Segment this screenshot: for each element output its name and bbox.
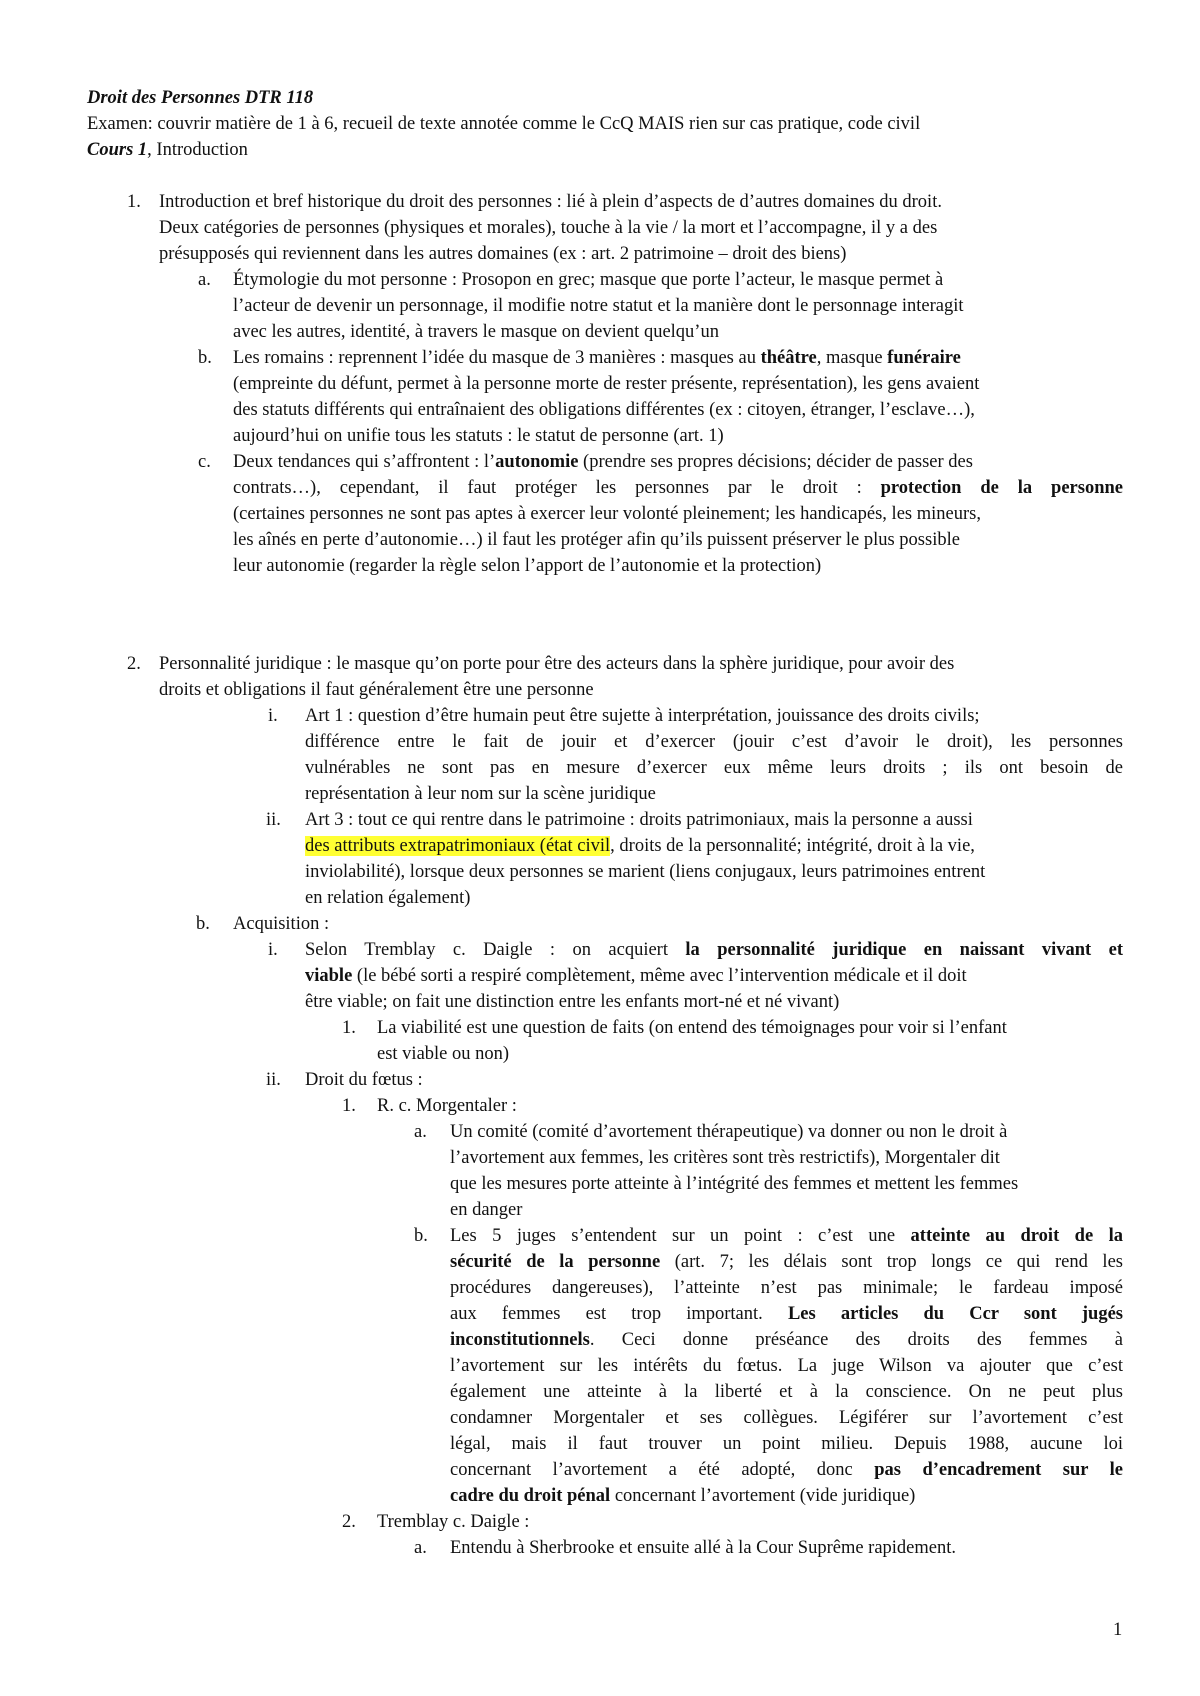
- acquisition-ii-marker: ii.: [266, 1070, 281, 1090]
- section2-ii-line: inviolabilité), lorsque deux personnes se marient (liens conjugaux, leurs patrimoines entrent: [305, 862, 986, 882]
- section2-i-line: Art 1 : question d’être humain peut être sujette à interprétation, jouissance des droits civils;: [305, 706, 980, 726]
- morgentaler-a-line: Un comité (comité d’avortement thérapeutique) va donner ou non le droit à: [450, 1122, 1008, 1142]
- course-rest: , Introduction: [147, 140, 248, 160]
- section2-i-line: vulnérables ne sont pas en mesure d’exercer eux même leurs droits ; ils ont besoin de: [305, 758, 1123, 778]
- tremblay-marker: 2.: [342, 1512, 356, 1532]
- section2-marker: 2.: [127, 654, 141, 674]
- morgentaler-b-line: légal, mais il faut trouver un point milieu. Depuis 1988, aucune loi: [450, 1434, 1123, 1454]
- section1-item-b-line: (empreinte du défunt, permet à la personne morte de rester présente, représentation), les gens avaient: [233, 374, 980, 394]
- acquisition-label: Acquisition :: [233, 914, 330, 934]
- section1-item-a-marker: a.: [198, 270, 211, 290]
- morgentaler-a-line: en danger: [450, 1200, 523, 1220]
- section2-line: Personnalité juridique : le masque qu’on porte pour être des acteurs dans la sphère juridique, pour avoir des: [159, 654, 955, 674]
- section1-item-c-line: (certaines personnes ne sont pas aptes à exercer leur volonté pleinement; les handicapés, les mineurs,: [233, 504, 981, 524]
- morgentaler-b-line: inconstitutionnels. Ceci donne préséance des droits des femmes à: [450, 1330, 1123, 1350]
- section2-ii-line: en relation également): [305, 888, 471, 908]
- viability-marker: 1.: [342, 1018, 356, 1038]
- section1-item-b-line: aujourd’hui on unifie tous les statuts : le statut de personne (art. 1): [233, 426, 724, 446]
- section1-item-b-marker: b.: [198, 348, 212, 368]
- section1-item-c-marker: c.: [198, 452, 211, 472]
- document-title: Droit des Personnes DTR 118: [87, 88, 314, 108]
- morgentaler-b-line: aux femmes est trop important. Les articles du Ccr sont jugés: [450, 1304, 1123, 1324]
- section1-item-b-line: des statuts différents qui entraînaient des obligations différentes (ex : citoyen, étranger, l’esclave…),: [233, 400, 975, 420]
- morgentaler-b-line: condamner Morgentaler et ses collègues. Légiférer sur l’avortement c’est: [450, 1408, 1123, 1428]
- exam-line: Examen: couvrir matière de 1 à 6, recueil de texte annotée comme le CcQ MAIS rien sur cas pratique, code civil: [87, 114, 921, 134]
- section2-ii-line: des attributs extrapatrimoniaux (état civil, droits de la personnalité; intégrité, droit à la vie,: [305, 836, 975, 856]
- acquisition-marker: b.: [196, 914, 210, 934]
- section2-i-marker: i.: [268, 706, 278, 726]
- section1-line: Deux catégories de personnes (physiques et morales), touche à la vie / la mort et l’accompagne, il y a des: [159, 218, 938, 238]
- tremblay-a-line: Entendu à Sherbrooke et ensuite allé à la Cour Suprême rapidement.: [450, 1538, 957, 1558]
- acquisition-i-line: Selon Tremblay c. Daigle : on acquiert la personnalité juridique en naissant vivant et: [305, 940, 1123, 960]
- morgentaler-marker: 1.: [342, 1096, 356, 1116]
- acquisition-i-marker: i.: [268, 940, 278, 960]
- acquisition-i-line: viable (le bébé sorti a respiré complètement, même avec l’intervention médicale et il doit: [305, 966, 967, 986]
- section1-line: Introduction et bref historique du droit des personnes : lié à plein d’aspects de d’autres domaines du droit.: [159, 192, 942, 212]
- section2-i-line: différence entre le fait de jouir et d’exercer (jouir c’est d’avoir le droit), les personnes: [305, 732, 1123, 752]
- morgentaler-a-line: que les mesures porte atteinte à l’intégrité des femmes et mettent les femmes: [450, 1174, 1019, 1194]
- section1-line: présupposés qui reviennent dans les autres domaines (ex : art. 2 patrimoine – droit des biens): [159, 244, 847, 264]
- fetus-rights-label: Droit du fœtus :: [305, 1070, 423, 1090]
- section2-ii-line: Art 3 : tout ce qui rentre dans le patrimoine : droits patrimoniaux, mais la personne a aussi: [305, 810, 973, 830]
- section1-item-c-line: les aînés en perte d’autonomie…) il faut les protéger afin qu’ils puissent préserver le plus possible: [233, 530, 960, 550]
- tremblay-label: Tremblay c. Daigle :: [377, 1512, 530, 1532]
- acquisition-i-line: être viable; on fait une distinction entre les enfants mort-né et né vivant): [305, 992, 840, 1012]
- course-label: Cours 1: [87, 140, 148, 160]
- viability-line: La viabilité est une question de faits (on entend des témoignages pour voir si l’enfant: [377, 1018, 1007, 1038]
- section1-marker: 1.: [127, 192, 141, 212]
- section2-i-line: représentation à leur nom sur la scène juridique: [305, 784, 656, 804]
- morgentaler-label: R. c. Morgentaler :: [377, 1096, 517, 1116]
- section2-ii-marker: ii.: [266, 810, 281, 830]
- tremblay-a-marker: a.: [414, 1538, 427, 1558]
- page-number: 1: [1113, 1620, 1123, 1640]
- morgentaler-a-line: l’avortement aux femmes, les critères sont très restrictifs), Morgentaler dit: [450, 1148, 1000, 1168]
- morgentaler-b-line: sécurité de la personne (art. 7; les délais sont trop longs ce qui rend les: [450, 1252, 1123, 1272]
- morgentaler-b-line: Les 5 juges s’entendent sur un point : c’est une atteinte au droit de la: [450, 1226, 1123, 1246]
- morgentaler-b-line: cadre du droit pénal concernant l’avortement (vide juridique): [450, 1486, 916, 1506]
- morgentaler-b-line: également une atteinte à la liberté et à la conscience. On ne peut plus: [450, 1382, 1123, 1402]
- morgentaler-a-marker: a.: [414, 1122, 427, 1142]
- section2-line: droits et obligations il faut généralement être une personne: [159, 680, 594, 700]
- section1-item-a-line: l’acteur de devenir un personnage, il modifie notre statut et la manière dont le personnage interagit: [233, 296, 964, 316]
- course-line: [87, 138, 248, 164]
- viability-line: est viable ou non): [377, 1044, 510, 1064]
- section1-item-a-line: avec les autres, identité, à travers le masque on devient quelqu’un: [233, 322, 719, 342]
- morgentaler-b-line: procédures dangereuses), l’atteinte n’est pas minimale; le fardeau imposé: [450, 1278, 1123, 1298]
- morgentaler-b-line: concernant l’avortement a été adopté, donc pas d’encadrement sur le: [450, 1460, 1123, 1480]
- section1-item-c-line: leur autonomie (regarder la règle selon l’apport de l’autonomie et la protection): [233, 556, 822, 576]
- highlighted-text: des attributs extrapatrimoniaux (état civil: [305, 836, 611, 856]
- section1-item-c-line: contrats…), cependant, il faut protéger les personnes par le droit : protection de la personne: [233, 478, 1124, 498]
- section1-item-c-line: Deux tendances qui s’affrontent : l’autonomie (prendre ses propres décisions; décider de passer des: [233, 452, 973, 472]
- morgentaler-b-marker: b.: [414, 1226, 428, 1246]
- section1-item-a-line: Étymologie du mot personne : Prosopon en grec; masque que porte l’acteur, le masque permet à: [233, 270, 944, 290]
- morgentaler-b-line: l’avortement sur les intérêts du fœtus. La juge Wilson va ajouter que c’est: [450, 1356, 1123, 1376]
- section1-item-b-line: Les romains : reprennent l’idée du masque de 3 manières : masques au théâtre, masque funéraire: [233, 348, 961, 368]
